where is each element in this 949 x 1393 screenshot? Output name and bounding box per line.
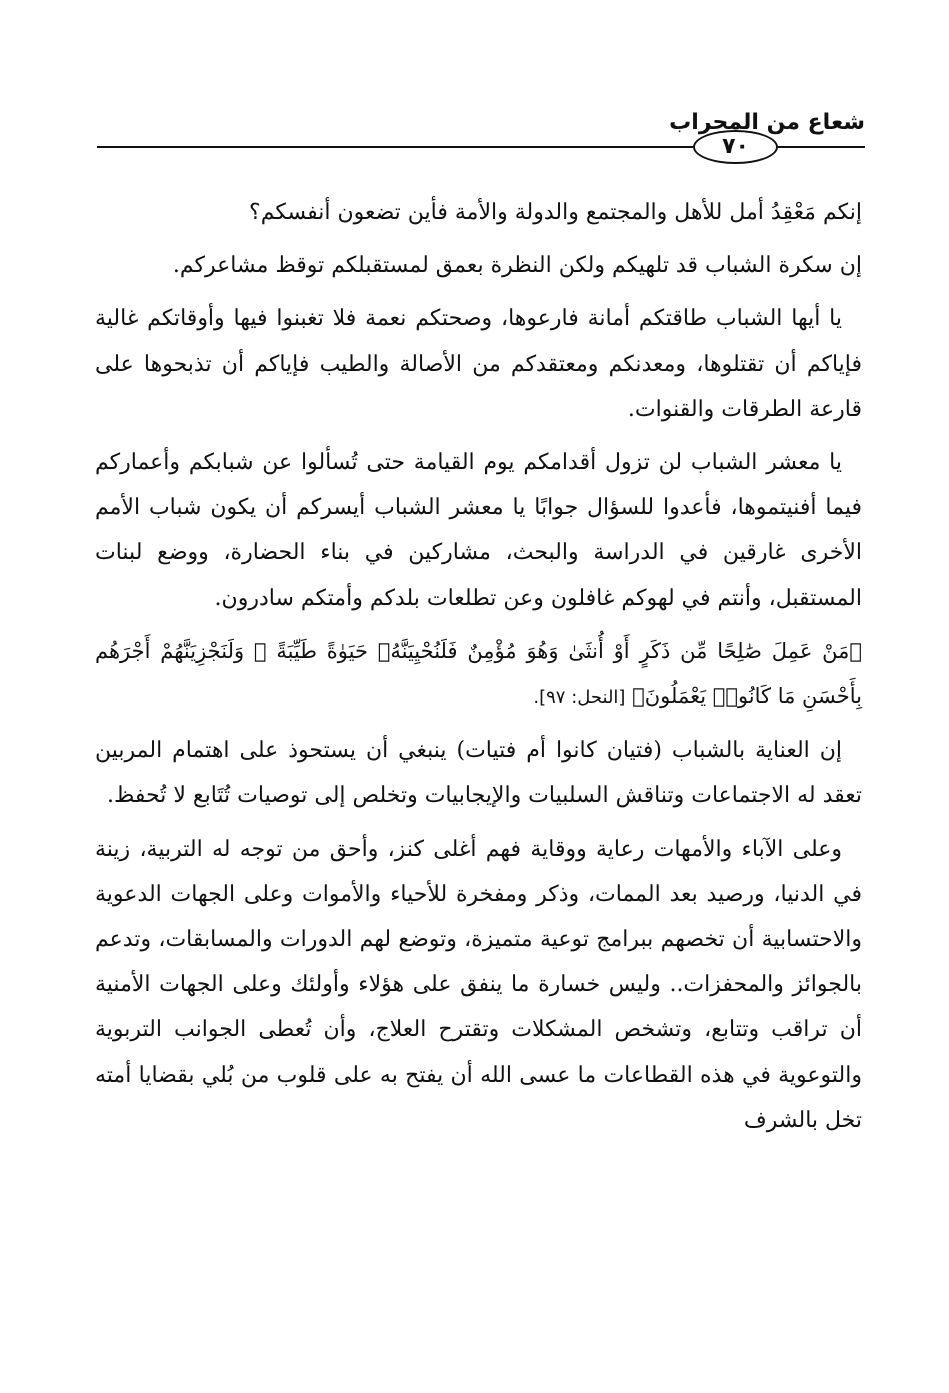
paragraph: إنكم مَعْقِدُ أمل للأهل والمجتمع والدولة والأمة فأين تضعون أنفسكم؟ <box>249 200 862 225</box>
paragraph: إن العناية بالشباب (فتيان كانوا أم فتيات) ينبغي أن يستحوذ على اهتمام المربين تعقد له الاجتماعات وتناقش السلبيات والإيجابيات وتخلص إلى توصيات تُتَابع لا تُحفظ. <box>95 738 862 809</box>
header-rule-left <box>97 146 693 148</box>
verse-reference: [النحل: ٩٧]. <box>533 687 626 709</box>
page-header <box>97 108 865 188</box>
page-number: ٧٠ <box>693 130 778 164</box>
paragraph: إن سكرة الشباب قد تلهيكم ولكن النظرة بعمق لمستقبلكم توقظ مشاعركم. <box>172 253 862 279</box>
page-body <box>95 190 862 1151</box>
header-rule-right <box>778 146 865 148</box>
quran-verse <box>95 629 862 720</box>
paragraph: يا معشر الشباب لن تزول أقدامكم يوم القيامة حتى تُسألوا عن شبابكم وأعماركم فيما أفنيتموها، فأعدوا للسؤال جوابًا يا معشر الشباب أيسركم أن يكون شباب الأمم الأخرى غارقين في الدراسة والبحث، مشاركين في بناء الحضارة، ووضع لبنات المستقبل، وأنتم في لهوكم غافلون وعن تطلعات بلدكم وأمتكم سادرون. <box>95 450 862 611</box>
paragraph: يا أيها الشباب طاقتكم أمانة فارعوها، وصحتكم نعمة فلا تغبنوا فيها وأوقاتكم غالية فإياكم أن تقتلوها، ومعدنكم ومعتقدكم من الأصالة والطيب فإياكم أن تذبحوها على قارعة الطرقات والقنوات. <box>95 306 862 422</box>
running-title: شعاع من المحراب <box>669 110 865 135</box>
verse-text: ﴿مَنْ عَمِلَ صَٰلِحًا مِّن ذَكَرٍ أَوْ أُنثَىٰ وَهُوَ مُؤْمِنٌ فَلَنُحْيِيَنَّهُۥ حَيَوٰةً طَيِّبَةً ۖ وَلَنَجْزِيَنَّهُمْ أَجْرَهُم بِأَحْسَنِ مَا كَانُوا۟ يَعْمَلُونَ﴾ <box>95 638 862 709</box>
paragraph: وعلى الآباء والأمهات رعاية ووقاية فهم أغلى كنز، وأحق من توجه له التربية، زينة في الدنيا، ورصيد بعد الممات، وذكر ومفخرة للأحياء والأموات وعلى الجهات الدعوية والاحتسابية أن تخصهم ببرامج توعية متميزة، وتوضع لهم الدورات والمسابقات، وتدعم بالجوائز والمحفزات.. وليس خسارة ما ينفق على هؤلاء وأولئك وعلى الجهات الأمنية أن تراقب وتتابع، وتشخص المشكلات وتقترح العلاج، وأن تُعطى الجوانب التربوية والتوعوية في هذه القطاعات ما عسى الله أن يفتح به على قلوب من بُلي بقضايا أمته تخل بالشرف <box>95 836 862 1133</box>
